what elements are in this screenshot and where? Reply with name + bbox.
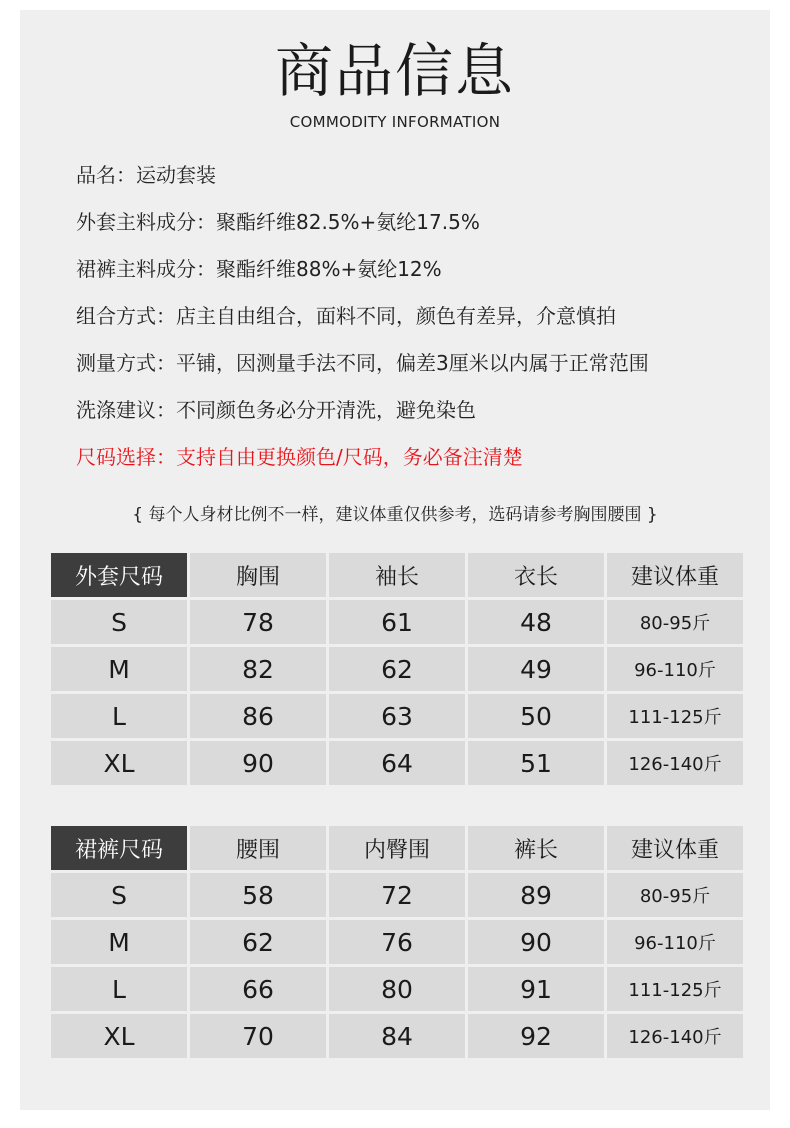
table-row [51, 920, 743, 964]
value-cell: 48 [468, 600, 604, 644]
value-cell: 91 [468, 967, 604, 1011]
weight-cell: 126-140斤 [607, 1014, 743, 1058]
header-cell: 衣长 [468, 553, 604, 597]
weight-cell: 96-110斤 [607, 920, 743, 964]
value-cell: 90 [190, 741, 326, 785]
value-cell: 62 [190, 920, 326, 964]
value-cell: 84 [329, 1014, 465, 1058]
value-cell: 49 [468, 647, 604, 691]
size-cell: M [51, 647, 187, 691]
size-note: { 每个人身材比例不一样，建议体重仅供参考，选码请参考胸围腰围 } [132, 505, 658, 525]
value-cell: 76 [329, 920, 465, 964]
table-row [51, 1014, 743, 1058]
table-header-row [51, 553, 743, 597]
table-header-row [51, 826, 743, 870]
info-line-washing: 洗涤建议：不同颜色务必分开清洗，避免染色 [76, 398, 476, 422]
table-row [51, 694, 743, 738]
value-cell: 61 [329, 600, 465, 644]
table-row [51, 741, 743, 785]
info-line-skirt-material: 裙裤主料成分：聚酯纤维88%+氨纶12% [76, 257, 442, 281]
weight-cell: 96-110斤 [607, 647, 743, 691]
header-cell: 建议体重 [607, 826, 743, 870]
table-row [51, 873, 743, 917]
weight-cell: 126-140斤 [607, 741, 743, 785]
value-cell: 58 [190, 873, 326, 917]
weight-cell: 80-95斤 [607, 600, 743, 644]
header-cell: 外套尺码 [51, 553, 187, 597]
value-cell: 80 [329, 967, 465, 1011]
page-subtitle: COMMODITY INFORMATION [289, 113, 501, 131]
size-cell: S [51, 600, 187, 644]
table-row [51, 967, 743, 1011]
value-cell: 89 [468, 873, 604, 917]
info-line-jacket-material: 外套主料成分：聚酯纤维82.5%+氨纶17.5% [76, 210, 480, 234]
size-cell: XL [51, 1014, 187, 1058]
jacket-size-table [48, 550, 746, 788]
size-cell: L [51, 694, 187, 738]
value-cell: 78 [190, 600, 326, 644]
header-cell: 裤长 [468, 826, 604, 870]
header-cell: 裙裤尺码 [51, 826, 187, 870]
value-cell: 86 [190, 694, 326, 738]
info-line-product-name: 品名：运动套装 [76, 163, 216, 187]
value-cell: 51 [468, 741, 604, 785]
header-cell: 胸围 [190, 553, 326, 597]
value-cell: 72 [329, 873, 465, 917]
product-info-list [76, 158, 766, 487]
header-cell: 袖长 [329, 553, 465, 597]
value-cell: 92 [468, 1014, 604, 1058]
size-cell: XL [51, 741, 187, 785]
size-cell: S [51, 873, 187, 917]
size-cell: L [51, 967, 187, 1011]
skirt-size-table [48, 823, 746, 1061]
weight-cell: 111-125斤 [607, 967, 743, 1011]
value-cell: 50 [468, 694, 604, 738]
value-cell: 64 [329, 741, 465, 785]
info-line-size-selection: 尺码选择：支持自由更换颜色/尺码，务必备注清楚 [76, 445, 523, 469]
value-cell: 90 [468, 920, 604, 964]
info-line-measurement: 测量方式：平铺，因测量手法不同，偏差3厘米以内属于正常范围 [76, 351, 649, 375]
value-cell: 82 [190, 647, 326, 691]
page-title: 商品信息 [274, 37, 515, 105]
value-cell: 63 [329, 694, 465, 738]
header-cell: 内臀围 [329, 826, 465, 870]
value-cell: 70 [190, 1014, 326, 1058]
value-cell: 62 [329, 647, 465, 691]
header-cell: 建议体重 [607, 553, 743, 597]
table-row [51, 647, 743, 691]
value-cell: 66 [190, 967, 326, 1011]
header-cell: 腰围 [190, 826, 326, 870]
weight-cell: 80-95斤 [607, 873, 743, 917]
info-line-combination: 组合方式：店主自由组合，面料不同，颜色有差异，介意慎拍 [76, 304, 616, 328]
table-row [51, 600, 743, 644]
size-cell: M [51, 920, 187, 964]
weight-cell: 111-125斤 [607, 694, 743, 738]
